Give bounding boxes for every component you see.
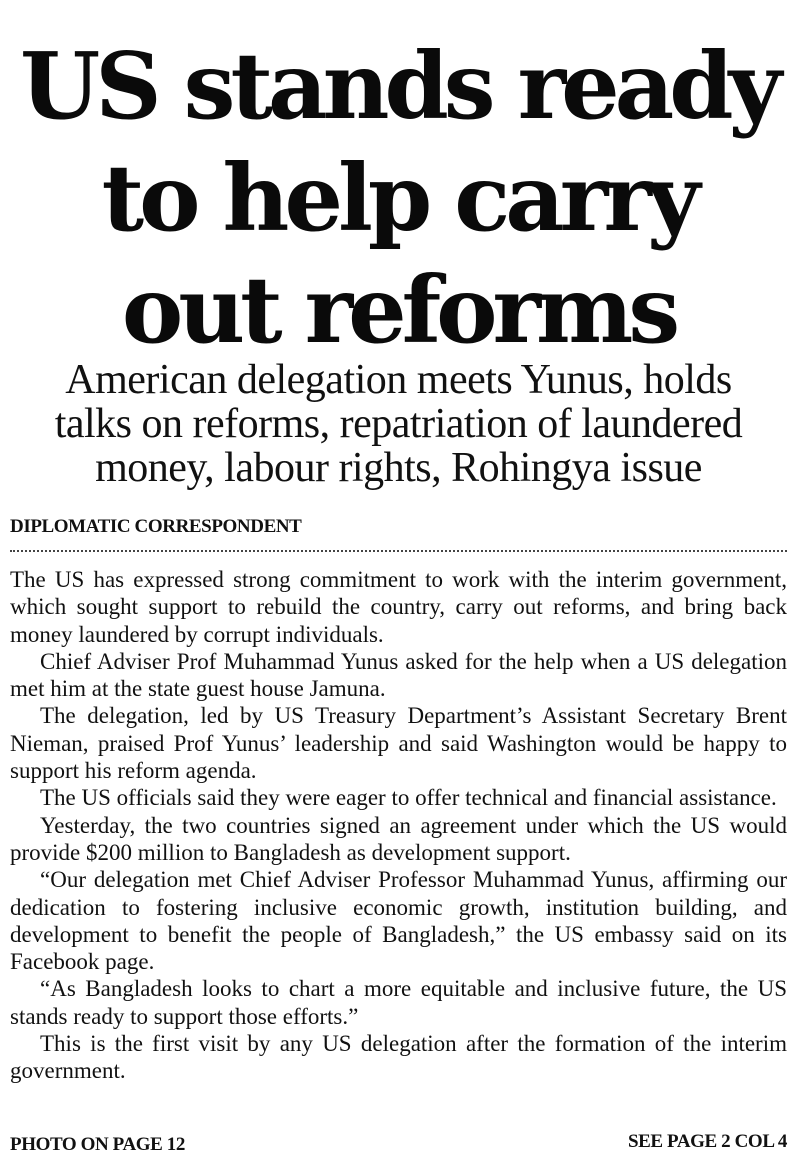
subheadline-line: talks on reforms, repatriation of laundered (54, 401, 743, 447)
subheadline-line: money, labour rights, Rohingya issue (95, 445, 702, 491)
body-paragraph: Chief Adviser Prof Muhammad Yunus asked for the help when a US delegation met him at the state guest house Jamuna. (10, 648, 787, 702)
body-paragraph: The delegation, led by US Treasury Department’s Assistant Secretary Brent Nieman, praised Prof Yunus’ leadership and said Washington would be happy to support his reform agenda. (10, 703, 787, 784)
body-paragraph: This is the first visit by any US delegation after the formation of the interim government. (10, 1031, 787, 1084)
body-paragraph: “Our delegation met Chief Adviser Professor Muhammad Yunus, affirming our dedication to fostering inclusive economic growth, institution building, and development to benefit the people of Bangladesh,” the US embassy said on its Facebook page. (10, 867, 787, 975)
dotted-divider (10, 550, 787, 552)
headline-line: out reforms (121, 256, 676, 364)
byline: DIPLOMATIC CORRESPONDENT (10, 516, 302, 537)
headline-line: US stands ready (19, 32, 778, 140)
photo-reference: PHOTO ON PAGE 12 (10, 1134, 185, 1155)
subheadline-line: American delegation meets Yunus, holds (65, 357, 732, 403)
headline-line: to help carry (101, 144, 696, 252)
continuation-reference: SEE PAGE 2 COL 4 (627, 1131, 787, 1152)
subheadline (0, 358, 797, 490)
body-paragraph: Yesterday, the two countries signed an agreement under which the US would provide $200 million to Bangladesh as development support. (10, 812, 787, 865)
body-paragraph: “As Bangladesh looks to chart a more equitable and inclusive future, the US stands ready to support those efforts.” (10, 976, 787, 1029)
body-paragraph: The US officials said they were eager to offer technical and financial assistance. (40, 785, 777, 811)
headline (0, 30, 797, 366)
body-paragraph: The US has expressed strong commitment to work with the interim government, which sought support to rebuild the country, carry out reforms, and bring back money laundered by corrupt individuals. (10, 567, 787, 647)
article-body (10, 566, 787, 1085)
